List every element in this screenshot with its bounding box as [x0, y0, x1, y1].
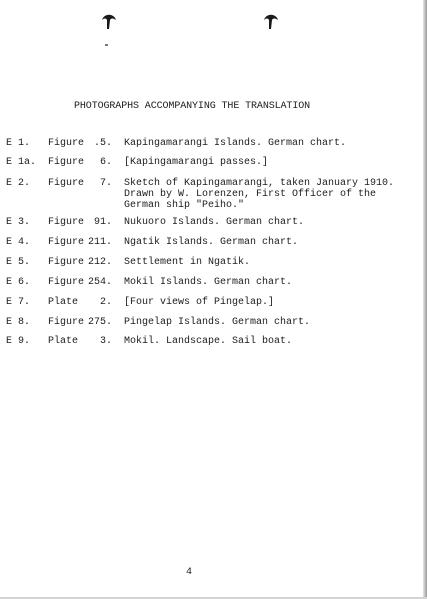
entry-code: E 5. — [6, 257, 31, 268]
description-line: Drawn by W. Lorenzen, First Officer of the — [124, 189, 377, 200]
entry-code: E 1. — [6, 138, 31, 149]
entry-code: E 2. — [6, 178, 31, 189]
entry-description — [124, 157, 268, 168]
description-line: Sketch of Kapingamarangi, taken January 1910. — [124, 178, 395, 189]
entry-number: 2. — [99, 297, 112, 308]
description-line: Pingelap Islands. German chart. — [124, 317, 311, 328]
page-edge-right — [423, 0, 427, 599]
entry-description — [124, 217, 304, 228]
description-line: Nukuoro Islands. German chart. — [124, 217, 305, 228]
binding-punch-mark-left — [101, 12, 117, 30]
description-line: [Four views of Pingelap.] — [124, 297, 275, 308]
entry-number: 3. — [99, 336, 112, 347]
entry-number: 211. — [87, 237, 112, 248]
entry-code: E 1a. — [6, 157, 37, 168]
entry-code: E 7. — [6, 297, 31, 308]
entry-type: Figure — [48, 257, 85, 268]
description-line: Ngatik Islands. German chart. — [124, 237, 299, 248]
entry-description — [124, 138, 346, 149]
entry-code: E 4. — [6, 237, 31, 248]
binding-punch-mark-right — [263, 12, 279, 30]
entry-code: E 3. — [6, 217, 31, 228]
document-title: PHOTOGRAPHS ACCOMPANYING THE TRANSLATION — [74, 101, 311, 112]
entry-description — [124, 237, 298, 248]
entry-number: 7. — [99, 178, 112, 189]
entry-type: Figure — [48, 178, 85, 189]
stray-ink-mark — [105, 44, 108, 46]
entry-number: 6. — [99, 157, 112, 168]
entry-code: E 9. — [6, 336, 31, 347]
entry-type: Figure — [48, 317, 85, 328]
entry-type: Plate — [48, 336, 79, 347]
entry-description — [124, 257, 250, 268]
entry-type: Figure — [48, 237, 85, 248]
page-number: 4 — [186, 567, 193, 578]
entry-description — [124, 336, 292, 347]
entry-description — [124, 317, 310, 328]
description-line: Mokil. Landscape. Sail boat. — [124, 336, 293, 347]
description-line: Mokil Islands. German chart. — [124, 277, 293, 288]
entry-type: Figure — [48, 277, 85, 288]
entry-code: E 8. — [6, 317, 31, 328]
entry-description — [124, 277, 292, 288]
description-line: Settlement in Ngatik. — [124, 257, 251, 268]
entry-type: Figure — [48, 138, 85, 149]
entry-description — [124, 178, 394, 211]
entry-number: 212. — [87, 257, 112, 268]
entry-type: Figure — [48, 217, 85, 228]
entry-number: 254. — [87, 277, 112, 288]
description-line: German ship "Peiho." — [124, 200, 245, 211]
entry-type: Figure — [48, 157, 85, 168]
entry-number: .5. — [93, 138, 112, 149]
description-line: Kapingamarangi Islands. German chart. — [124, 138, 347, 149]
entry-number: 275. — [87, 317, 112, 328]
entry-code: E 6. — [6, 277, 31, 288]
description-line: [Kapingamarangi passes.] — [124, 157, 269, 168]
entry-number: 91. — [93, 217, 112, 228]
entry-description — [124, 297, 274, 308]
entry-type: Plate — [48, 297, 79, 308]
